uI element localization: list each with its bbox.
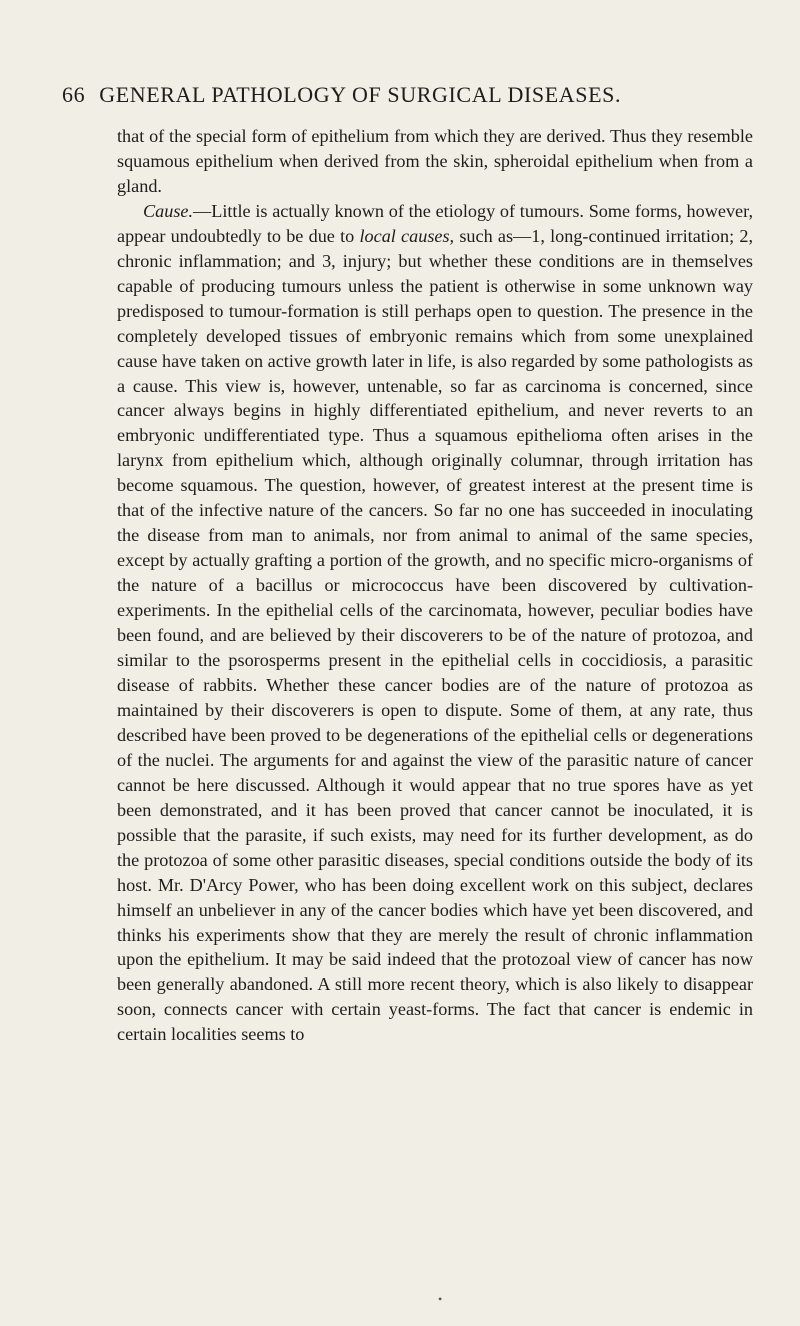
local-causes-emphasis: local causes, bbox=[359, 225, 455, 246]
cause-heading: Cause. bbox=[143, 200, 194, 221]
page-number: 66 bbox=[62, 82, 86, 107]
printer-mark: • bbox=[438, 1292, 443, 1306]
cause-text-part2: such as—1, long-continued irritation; 2, chronic inflammation; and 3, injury; but whether these conditions are in themselves capable of producing tumours unless the patient is otherwise in some unknown way predisposed to tumour-formation is still perhaps open to question. The presence in the completely developed tissues of embryonic remains which from some unexplained cause have taken on active growth later in life, is also regarded by some pathologists as a cause. This view is, however, untenable, so far as carcinoma is concerned, since cancer always begins in highly differentiated epithelium, and never reverts to an embryonic undifferentiated type. Thus a squamous epithelioma often arises in the larynx from epithelium which, although originally columnar, through irritation has become squamous. The question, however, of greatest interest at the present time is that of the infective nature of the cancers. So far no one has succeeded in inoculating the disease from man to animals, nor from animal to animal of the same species, except by actually grafting a portion of the growth, and no specific micro-organisms of the nature of a bacillus or micrococcus have been discovered by cultivation-experiments. In the epithelial cells of the carcinomata, however, peculiar bodies have been found, and are believed by their discoverers to be of the nature of protozoa, and similar to the psorosperms present in the epithelial cells in coccidiosis, a parasitic disease of rabbits. Whether these cancer bodies are of the nature of protozoa as maintained by their discoverers is open to dispute. Some of them, at any rate, thus described have been proved to be degenerations of the epithelial cells or degenerations of the nuclei. The arguments for and against the view of the parasitic nature of cancer cannot be here discussed. Although it would appear that no true spores have as yet been demonstrated, and it has been proved that cancer cannot be inoculated, it is possible that the parasite, if such exists, may need for its further development, as do the protozoa of some other parasitic diseases, special conditions outside the body of its host. Mr. D'Arcy Power, who has been doing excellent work on this subject, declares himself an unbeliever in any of the cancer bodies which have yet been discovered, and thinks his experiments show that they are merely the result of chronic inflammation upon the epithelium. It may be said indeed that the protozoal view of cancer has now been generally abandoned. A still more recent theory, which is also likely to disappear soon, connects cancer with certain yeast-forms. The fact that cancer is endemic in certain localities seems to bbox=[117, 225, 753, 1045]
cause-text-part1: —Little is actually known of the etiology of tumours. Some forms, however, appear undoubtedly to be due to bbox=[117, 200, 753, 246]
body-text bbox=[117, 124, 753, 1047]
running-title: GENERAL PATHOLOGY OF SURGICAL DISEASES. bbox=[99, 82, 622, 107]
paragraph-continuation: that of the special form of epithelium from which they are derived. Thus they resemble squamous epithelium when derived from the skin, spheroidal epithelium when from a gland. bbox=[117, 126, 753, 196]
paragraph-cause bbox=[117, 199, 753, 1047]
running-header bbox=[62, 82, 752, 108]
